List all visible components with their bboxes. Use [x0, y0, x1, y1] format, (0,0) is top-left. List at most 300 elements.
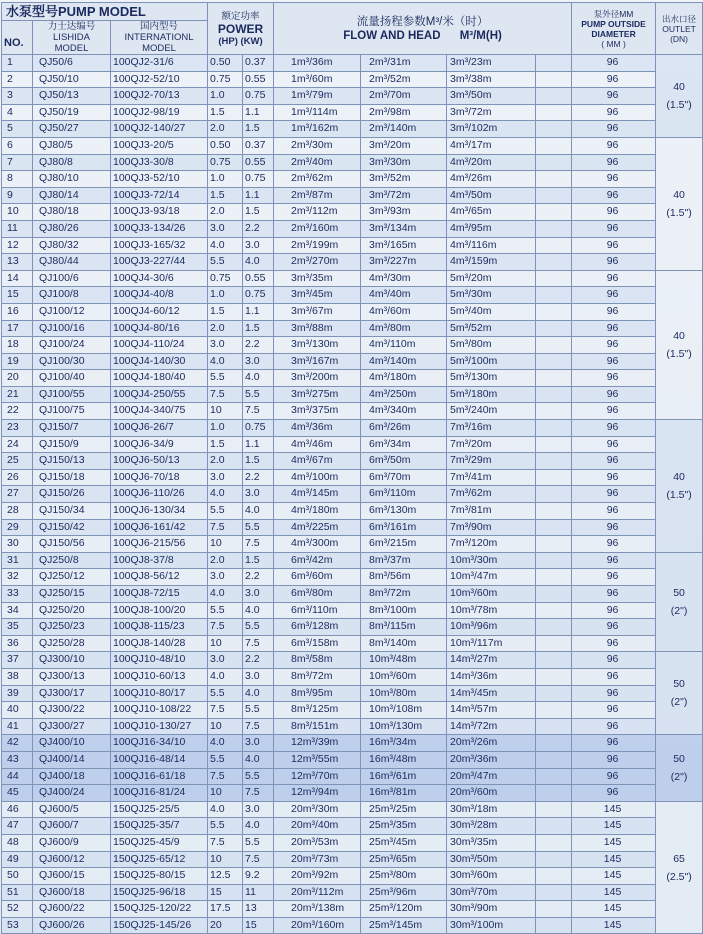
- row-model: QJ80/8: [33, 154, 111, 171]
- row-model: QJ400/24: [33, 785, 111, 802]
- row-no: 52: [2, 901, 33, 918]
- row-diameter: 96: [572, 735, 656, 752]
- outlet-inch: (2"): [670, 696, 688, 709]
- row-intl-model: 100QJ6-110/26: [111, 486, 208, 503]
- row-spacer: [536, 370, 572, 387]
- row-power-hp: 2.0: [208, 552, 243, 569]
- row-power-kw: 0.37: [243, 137, 274, 154]
- row-flow-2: 3m³/93m: [361, 204, 447, 221]
- row-power-kw: 4.0: [243, 370, 274, 387]
- header-title: 水泵型号PUMP MODEL: [6, 3, 146, 19]
- row-diameter: 96: [572, 635, 656, 652]
- table-row: [2, 785, 703, 802]
- row-power-kw: 7.5: [243, 718, 274, 735]
- row-no: 39: [2, 685, 33, 702]
- row-spacer: [536, 187, 572, 204]
- row-flow-2: 16m³/61m: [361, 768, 447, 785]
- row-flow-1: 1m³/60m: [274, 71, 361, 88]
- row-spacer: [536, 71, 572, 88]
- table-row: [2, 337, 703, 354]
- outlet-group: [656, 652, 703, 735]
- outlet-dn: 50: [673, 678, 685, 691]
- row-flow-3: 4m³/95m: [447, 220, 536, 237]
- row-flow-3: 14m³/45m: [447, 685, 536, 702]
- row-flow-1: 8m³/95m: [274, 685, 361, 702]
- row-intl-model: 150QJ25-35/7: [111, 818, 208, 835]
- row-no: 34: [2, 602, 33, 619]
- row-model: QJ100/6: [33, 270, 111, 287]
- row-model: QJ80/18: [33, 204, 111, 221]
- row-power-hp: 1.5: [208, 104, 243, 121]
- row-flow-3: 10m³/47m: [447, 569, 536, 586]
- row-diameter: 145: [572, 901, 656, 918]
- row-flow-3: 5m³/180m: [447, 386, 536, 403]
- outlet-group: [656, 137, 703, 270]
- row-model: QJ100/75: [33, 403, 111, 420]
- outlet-inch: (1.5"): [666, 98, 692, 111]
- row-spacer: [536, 254, 572, 271]
- pump-spec-table: [1, 2, 703, 934]
- row-flow-3: 14m³/27m: [447, 652, 536, 669]
- row-flow-1: 2m³/30m: [274, 137, 361, 154]
- row-flow-3: 4m³/116m: [447, 237, 536, 254]
- row-intl-model: 100QJ4-140/30: [111, 353, 208, 370]
- row-power-hp: 5.5: [208, 818, 243, 835]
- row-no: 26: [2, 469, 33, 486]
- row-no: 13: [2, 254, 33, 271]
- table-row: [2, 735, 703, 752]
- row-spacer: [536, 486, 572, 503]
- row-power-kw: 3.0: [243, 668, 274, 685]
- row-intl-model: 100QJ4-340/75: [111, 403, 208, 420]
- row-flow-3: 5m³/20m: [447, 270, 536, 287]
- row-flow-1: 4m³/36m: [274, 420, 361, 437]
- row-flow-2: 3m³/30m: [361, 154, 447, 171]
- row-diameter: 96: [572, 55, 656, 72]
- row-intl-model: 100QJ6-50/13: [111, 453, 208, 470]
- row-power-hp: 5.5: [208, 685, 243, 702]
- row-model: QJ150/34: [33, 503, 111, 520]
- row-no: 44: [2, 768, 33, 785]
- row-flow-1: 8m³/151m: [274, 718, 361, 735]
- table-row: [2, 137, 703, 154]
- table-row: [2, 718, 703, 735]
- row-flow-3: 10m³/96m: [447, 619, 536, 636]
- row-power-hp: 0.75: [208, 71, 243, 88]
- row-flow-1: 1m³/114m: [274, 104, 361, 121]
- flow-label-en: [276, 29, 569, 43]
- table-row: [2, 370, 703, 387]
- row-model: QJ80/10: [33, 171, 111, 188]
- row-no: 18: [2, 337, 33, 354]
- row-model: QJ400/14: [33, 751, 111, 768]
- row-flow-2: 4m³/140m: [361, 353, 447, 370]
- row-diameter: 96: [572, 337, 656, 354]
- row-no: 45: [2, 785, 33, 802]
- row-spacer: [536, 121, 572, 138]
- row-no: 53: [2, 917, 33, 934]
- table-row: [2, 154, 703, 171]
- row-intl-model: 150QJ25-120/22: [111, 901, 208, 918]
- row-flow-2: 2m³/98m: [361, 104, 447, 121]
- row-flow-1: 3m³/88m: [274, 320, 361, 337]
- row-flow-3: 5m³/240m: [447, 403, 536, 420]
- row-power-hp: 7.5: [208, 519, 243, 536]
- row-intl-model: 100QJ4-60/12: [111, 303, 208, 320]
- row-no: 25: [2, 453, 33, 470]
- table-row: [2, 685, 703, 702]
- row-diameter: 96: [572, 702, 656, 719]
- row-flow-3: 30m³/50m: [447, 851, 536, 868]
- row-intl-model: 100QJ8-115/23: [111, 619, 208, 636]
- row-model: QJ600/7: [33, 818, 111, 835]
- row-spacer: [536, 751, 572, 768]
- row-spacer: [536, 171, 572, 188]
- row-spacer: [536, 735, 572, 752]
- row-spacer: [536, 569, 572, 586]
- row-flow-3: 5m³/100m: [447, 353, 536, 370]
- row-model: QJ100/40: [33, 370, 111, 387]
- row-diameter: 96: [572, 785, 656, 802]
- header-outlet: [656, 3, 703, 55]
- row-power-hp: 1.0: [208, 171, 243, 188]
- row-power-hp: 1.0: [208, 420, 243, 437]
- table-row: [2, 569, 703, 586]
- row-flow-2: 3m³/72m: [361, 187, 447, 204]
- table-row: [2, 668, 703, 685]
- row-power-kw: 5.5: [243, 519, 274, 536]
- row-spacer: [536, 801, 572, 818]
- row-no: 21: [2, 386, 33, 403]
- row-spacer: [536, 88, 572, 105]
- row-flow-2: 6m³/70m: [361, 469, 447, 486]
- row-flow-3: 20m³/47m: [447, 768, 536, 785]
- outlet-group: [656, 801, 703, 934]
- row-model: QJ50/10: [33, 71, 111, 88]
- row-flow-1: 12m³/55m: [274, 751, 361, 768]
- row-intl-model: 100QJ16-61/18: [111, 768, 208, 785]
- row-flow-3: 3m³/38m: [447, 71, 536, 88]
- row-diameter: 96: [572, 187, 656, 204]
- table-row: [2, 453, 703, 470]
- outlet-unit: (DN): [670, 33, 689, 44]
- row-flow-2: 16m³/81m: [361, 785, 447, 802]
- row-flow-1: 8m³/125m: [274, 702, 361, 719]
- row-no: 19: [2, 353, 33, 370]
- row-model: QJ400/18: [33, 768, 111, 785]
- row-power-hp: 12.5: [208, 868, 243, 885]
- row-flow-1: 20m³/30m: [274, 801, 361, 818]
- row-no: 11: [2, 220, 33, 237]
- row-intl-model: 100QJ8-37/8: [111, 552, 208, 569]
- row-diameter: 96: [572, 602, 656, 619]
- outlet-inch: (2.5"): [666, 870, 692, 883]
- row-flow-1: 2m³/160m: [274, 220, 361, 237]
- row-no: 20: [2, 370, 33, 387]
- row-flow-3: 7m³/120m: [447, 536, 536, 553]
- row-model: QJ150/13: [33, 453, 111, 470]
- row-flow-3: 14m³/57m: [447, 702, 536, 719]
- row-power-kw: 4.0: [243, 751, 274, 768]
- row-power-hp: 7.5: [208, 768, 243, 785]
- row-flow-1: 20m³/73m: [274, 851, 361, 868]
- row-flow-1: 1m³/162m: [274, 121, 361, 138]
- row-intl-model: 100QJ6-26/7: [111, 420, 208, 437]
- row-flow-2: 8m³/115m: [361, 619, 447, 636]
- row-intl-model: 100QJ2-52/10: [111, 71, 208, 88]
- row-power-hp: 4.0: [208, 735, 243, 752]
- row-diameter: 96: [572, 486, 656, 503]
- row-power-kw: 13: [243, 901, 274, 918]
- row-power-kw: 15: [243, 917, 274, 934]
- row-power-hp: 5.5: [208, 254, 243, 271]
- row-intl-model: 100QJ4-110/24: [111, 337, 208, 354]
- table-row: [2, 187, 703, 204]
- row-flow-1: 20m³/92m: [274, 868, 361, 885]
- flow-label-cn: 流量扬程参数M³/米（时）: [356, 15, 489, 28]
- row-spacer: [536, 55, 572, 72]
- row-spacer: [536, 917, 572, 934]
- model-label-en1: LISHIDA: [53, 32, 90, 43]
- table-row: [2, 503, 703, 520]
- row-power-hp: 10: [208, 785, 243, 802]
- outlet-group: [656, 420, 703, 553]
- row-spacer: [536, 586, 572, 603]
- row-power-kw: 1.1: [243, 436, 274, 453]
- row-intl-model: 100QJ8-56/12: [111, 569, 208, 586]
- row-spacer: [536, 602, 572, 619]
- row-diameter: 96: [572, 420, 656, 437]
- row-power-hp: 5.5: [208, 503, 243, 520]
- table-row: [2, 171, 703, 188]
- row-flow-3: 30m³/28m: [447, 818, 536, 835]
- row-diameter: 96: [572, 619, 656, 636]
- row-flow-1: 20m³/53m: [274, 834, 361, 851]
- table-row: [2, 768, 703, 785]
- row-model: QJ100/24: [33, 337, 111, 354]
- row-spacer: [536, 834, 572, 851]
- row-flow-3: 5m³/52m: [447, 320, 536, 337]
- row-diameter: 96: [572, 552, 656, 569]
- table-row: [2, 353, 703, 370]
- outlet-group: [656, 735, 703, 801]
- row-flow-3: 30m³/90m: [447, 901, 536, 918]
- row-model: QJ600/15: [33, 868, 111, 885]
- row-intl-model: 100QJ10-48/10: [111, 652, 208, 669]
- row-power-kw: 3.0: [243, 353, 274, 370]
- row-power-hp: 4.0: [208, 486, 243, 503]
- row-intl-model: 100QJ6-215/56: [111, 536, 208, 553]
- row-flow-2: 4m³/180m: [361, 370, 447, 387]
- row-flow-3: 3m³/23m: [447, 55, 536, 72]
- row-power-hp: 7.5: [208, 619, 243, 636]
- outlet-inch: (1.5"): [666, 488, 692, 501]
- row-power-kw: 4.0: [243, 602, 274, 619]
- row-power-kw: 0.75: [243, 88, 274, 105]
- table-row: [2, 121, 703, 138]
- row-flow-3: 7m³/81m: [447, 503, 536, 520]
- row-flow-2: 3m³/134m: [361, 220, 447, 237]
- table-row: [2, 901, 703, 918]
- row-flow-2: 4m³/60m: [361, 303, 447, 320]
- row-intl-model: 150QJ25-45/9: [111, 834, 208, 851]
- row-model: QJ300/13: [33, 668, 111, 685]
- row-intl-model: 100QJ2-98/19: [111, 104, 208, 121]
- row-no: 8: [2, 171, 33, 188]
- row-intl-model: 100QJ6-130/34: [111, 503, 208, 520]
- row-flow-1: 3m³/35m: [274, 270, 361, 287]
- row-diameter: 145: [572, 851, 656, 868]
- dia-label-cn: 泵外径MM: [593, 8, 634, 19]
- table-row: [2, 702, 703, 719]
- row-intl-model: 150QJ25-145/26: [111, 917, 208, 934]
- row-power-hp: 0.50: [208, 55, 243, 72]
- row-power-hp: 4.0: [208, 668, 243, 685]
- row-flow-1: 3m³/167m: [274, 353, 361, 370]
- table-row: [2, 602, 703, 619]
- row-no: 16: [2, 303, 33, 320]
- row-intl-model: 150QJ25-25/5: [111, 801, 208, 818]
- row-spacer: [536, 652, 572, 669]
- row-flow-2: 6m³/130m: [361, 503, 447, 520]
- row-power-kw: 7.5: [243, 635, 274, 652]
- row-intl-model: 100QJ3-52/10: [111, 171, 208, 188]
- row-model: QJ300/17: [33, 685, 111, 702]
- row-flow-3: 10m³/60m: [447, 586, 536, 603]
- row-flow-3: 3m³/72m: [447, 104, 536, 121]
- row-diameter: 96: [572, 536, 656, 553]
- row-flow-3: 7m³/62m: [447, 486, 536, 503]
- table-row: [2, 237, 703, 254]
- row-flow-1: 12m³/94m: [274, 785, 361, 802]
- row-spacer: [536, 420, 572, 437]
- row-power-hp: 7.5: [208, 702, 243, 719]
- table-row: [2, 220, 703, 237]
- row-intl-model: 100QJ10-108/22: [111, 702, 208, 719]
- row-model: QJ600/9: [33, 834, 111, 851]
- row-power-hp: 0.75: [208, 154, 243, 171]
- table-row: [2, 71, 703, 88]
- row-flow-1: 12m³/70m: [274, 768, 361, 785]
- row-diameter: 145: [572, 801, 656, 818]
- dia-label-en2: DIAMETER: [591, 28, 636, 39]
- table-row: [2, 469, 703, 486]
- row-no: 3: [2, 88, 33, 105]
- row-no: 1: [2, 55, 33, 72]
- row-power-hp: 5.5: [208, 751, 243, 768]
- row-flow-1: 20m³/138m: [274, 901, 361, 918]
- row-flow-3: 20m³/60m: [447, 785, 536, 802]
- row-flow-3: 20m³/26m: [447, 735, 536, 752]
- row-no: 42: [2, 735, 33, 752]
- row-power-kw: 1.5: [243, 204, 274, 221]
- row-flow-1: 3m³/130m: [274, 337, 361, 354]
- row-model: QJ100/55: [33, 386, 111, 403]
- row-intl-model: 100QJ8-72/15: [111, 586, 208, 603]
- row-flow-1: 6m³/128m: [274, 619, 361, 636]
- row-no: 49: [2, 851, 33, 868]
- row-model: QJ50/19: [33, 104, 111, 121]
- row-no: 28: [2, 503, 33, 520]
- row-model: QJ100/12: [33, 303, 111, 320]
- row-power-hp: 10: [208, 635, 243, 652]
- row-spacer: [536, 154, 572, 171]
- row-flow-1: 3m³/275m: [274, 386, 361, 403]
- row-power-hp: 1.0: [208, 287, 243, 304]
- row-intl-model: 100QJ6-161/42: [111, 519, 208, 536]
- row-power-kw: 1.1: [243, 303, 274, 320]
- row-model: QJ150/26: [33, 486, 111, 503]
- row-spacer: [536, 303, 572, 320]
- row-spacer: [536, 503, 572, 520]
- outlet-inch: (2"): [670, 605, 688, 618]
- row-flow-2: 8m³/100m: [361, 602, 447, 619]
- row-model: QJ250/12: [33, 569, 111, 586]
- row-power-hp: 10: [208, 403, 243, 420]
- table-row: [2, 868, 703, 885]
- row-no: 33: [2, 586, 33, 603]
- row-diameter: 96: [572, 303, 656, 320]
- row-flow-2: 10m³/48m: [361, 652, 447, 669]
- row-intl-model: 150QJ25-96/18: [111, 884, 208, 901]
- row-flow-3: 10m³/117m: [447, 635, 536, 652]
- row-model: QJ600/12: [33, 851, 111, 868]
- row-power-hp: 2.0: [208, 121, 243, 138]
- row-no: 41: [2, 718, 33, 735]
- row-power-hp: 5.5: [208, 370, 243, 387]
- row-flow-1: 3m³/200m: [274, 370, 361, 387]
- row-model: QJ100/16: [33, 320, 111, 337]
- row-flow-3: 7m³/16m: [447, 420, 536, 437]
- row-model: QJ50/6: [33, 55, 111, 72]
- row-flow-3: 10m³/30m: [447, 552, 536, 569]
- row-flow-2: 6m³/110m: [361, 486, 447, 503]
- row-power-kw: 5.5: [243, 619, 274, 636]
- row-no: 48: [2, 834, 33, 851]
- row-flow-2: 25m³/65m: [361, 851, 447, 868]
- row-spacer: [536, 851, 572, 868]
- table-row: [2, 420, 703, 437]
- power-units: (HP) (KW): [218, 35, 263, 47]
- row-model: QJ50/13: [33, 88, 111, 105]
- row-no: 50: [2, 868, 33, 885]
- table-row: [2, 552, 703, 569]
- row-flow-1: 4m³/225m: [274, 519, 361, 536]
- row-diameter: 145: [572, 834, 656, 851]
- table-row: [2, 320, 703, 337]
- row-flow-1: 20m³/112m: [274, 884, 361, 901]
- row-diameter: 96: [572, 220, 656, 237]
- intl-label-en2: MODEL: [142, 43, 176, 54]
- row-no: 46: [2, 801, 33, 818]
- row-spacer: [536, 619, 572, 636]
- table-row: [2, 436, 703, 453]
- row-power-hp: 4.0: [208, 353, 243, 370]
- row-power-kw: 2.2: [243, 569, 274, 586]
- row-flow-3: 4m³/17m: [447, 137, 536, 154]
- row-flow-1: 4m³/67m: [274, 453, 361, 470]
- row-power-kw: 9.2: [243, 868, 274, 885]
- row-power-hp: 20: [208, 917, 243, 934]
- row-intl-model: 100QJ10-60/13: [111, 668, 208, 685]
- row-spacer: [536, 353, 572, 370]
- row-flow-2: 6m³/50m: [361, 453, 447, 470]
- row-intl-model: 100QJ16-34/10: [111, 735, 208, 752]
- table-row: [2, 104, 703, 121]
- row-power-hp: 17.5: [208, 901, 243, 918]
- row-flow-1: 4m³/180m: [274, 503, 361, 520]
- row-flow-1: 8m³/58m: [274, 652, 361, 669]
